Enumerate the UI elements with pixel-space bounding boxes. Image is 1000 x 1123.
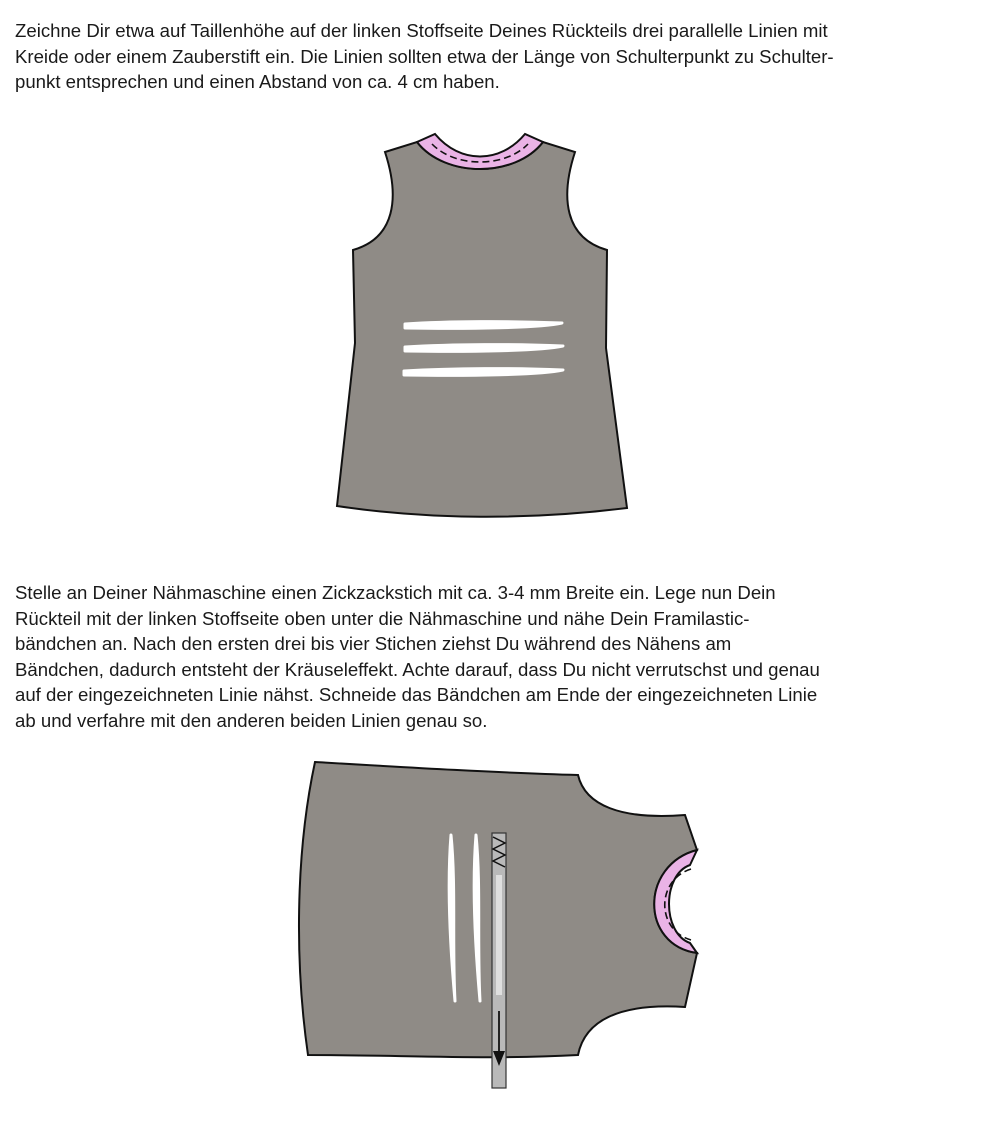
instruction-line: Stelle an Deiner Nähmaschine einen Zickzackstich mit ca. 3-4 mm Breite ein. Lege nun Dein	[15, 582, 776, 603]
back-piece-illustration	[0, 128, 1000, 528]
instruction-line: Kreide oder einem Zauberstift ein. Die Linien sollten etwa der Länge von Schulterpunkt zu Schulter-	[15, 45, 834, 67]
instruction-line: punkt entsprechen und einen Abstand von ca. 4 cm haben.	[15, 71, 500, 92]
sewing-illustration	[0, 755, 1000, 1100]
instruction-step-2	[15, 580, 985, 733]
instruction-line: bändchen an. Nach den ersten drei bis vier Stichen ziehst Du während des Nähens am	[15, 633, 732, 654]
instruction-line: Zeichne Dir etwa auf Taillenhöhe auf der linken Stoffseite Deines Rückteils drei parallelle Linien mit	[15, 20, 828, 41]
instruction-line: Bändchen, dadurch entsteht der Kräuseleffekt. Achte darauf, dass Du nicht verrutschst und genau	[15, 658, 820, 680]
band-highlight	[496, 875, 502, 995]
instruction-step-1	[15, 18, 985, 95]
chalk-line	[404, 369, 563, 376]
instruction-line: ab und verfahre mit den anderen beiden Linien genau so.	[15, 709, 488, 731]
instruction-line: auf der eingezeichneten Linie nähst. Schneide das Bändchen am Ende der eingezeichneten Linie	[15, 684, 818, 705]
instruction-line: Rückteil mit der linken Stoffseite oben unter die Nähmaschine und nähe Dein Framilastic-	[15, 607, 750, 629]
chalk-line	[405, 322, 562, 329]
chalk-line	[405, 345, 563, 352]
